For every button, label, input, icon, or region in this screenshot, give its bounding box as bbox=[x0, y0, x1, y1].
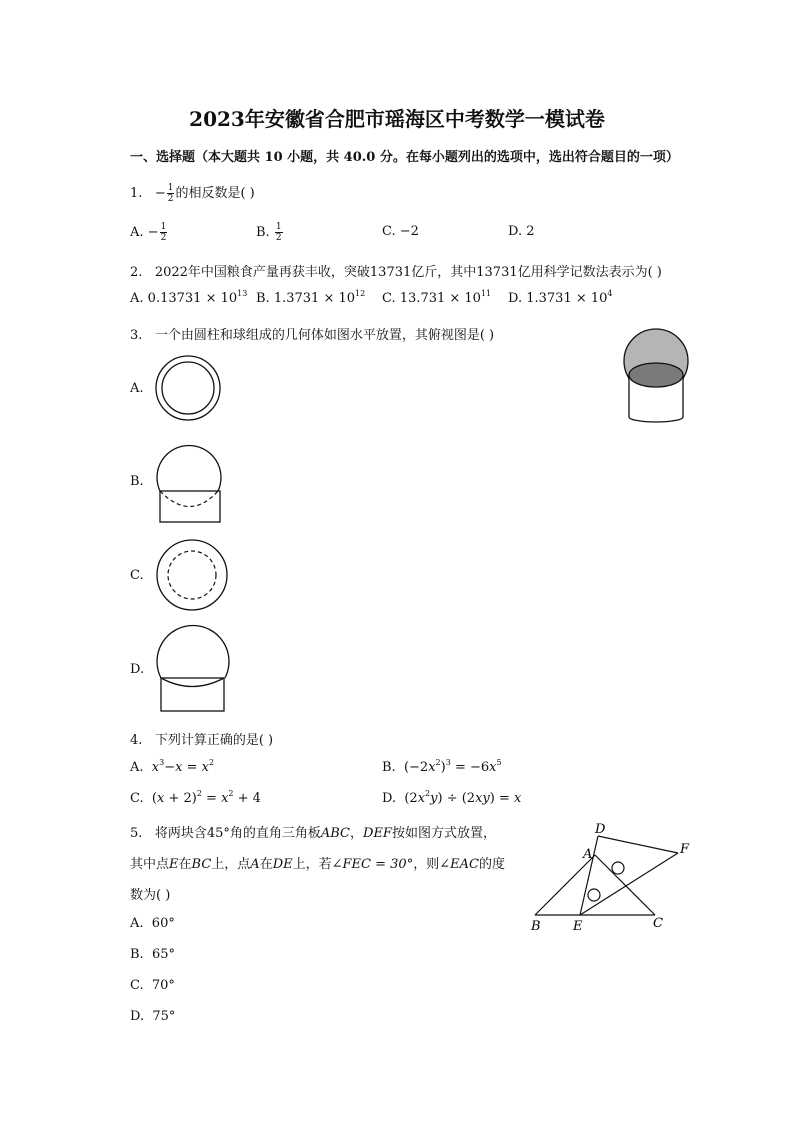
question-number: 5. bbox=[130, 826, 143, 841]
label-f: F bbox=[680, 842, 690, 857]
option-c-figure[interactable] bbox=[154, 538, 232, 614]
option-b[interactable]: B. $\frac{1}{2}$ bbox=[256, 222, 282, 243]
question-4 bbox=[130, 729, 273, 748]
section-header: 一、选择题（本大题共 10 小题，共 40.0 分。在每小题列出的选项中，选出符合题目的一项） bbox=[130, 150, 679, 165]
question-text: 下列计算正确的是( ) bbox=[154, 733, 274, 748]
option-b-label[interactable]: B. bbox=[130, 474, 144, 489]
question-number: 4. bbox=[130, 733, 143, 748]
option-b[interactable]: B. 65° bbox=[130, 947, 175, 962]
label-c: C bbox=[653, 916, 663, 931]
option-b[interactable]: B. $1.3731 \times 10^{12}$ bbox=[256, 289, 366, 306]
option-c[interactable]: C. 70° bbox=[130, 978, 175, 993]
fraction: $\frac{1}{2}$ bbox=[167, 183, 174, 204]
option-c[interactable]: C. −2 bbox=[382, 224, 419, 239]
page-title: 2023年安徽省合肥市瑶海区中考数学一模试卷 bbox=[189, 107, 605, 131]
label-b: B bbox=[531, 919, 541, 934]
option-b-figure[interactable] bbox=[154, 440, 224, 526]
option-a[interactable]: A. 60° bbox=[130, 916, 175, 931]
label-e: E bbox=[573, 919, 583, 934]
hole-2 bbox=[588, 889, 600, 901]
segment-df bbox=[598, 836, 678, 853]
option-a[interactable]: A. − $\frac{1}{2}$ bbox=[130, 222, 167, 243]
minus-sign: − bbox=[154, 186, 166, 201]
label-a: A bbox=[583, 847, 593, 862]
segment-ef bbox=[580, 853, 678, 915]
option-d[interactable]: D. 2 bbox=[508, 224, 535, 239]
segment-ac bbox=[595, 855, 655, 915]
question-number: 2. bbox=[130, 265, 143, 280]
question-5-line-3: 数为( ) bbox=[130, 888, 171, 903]
option-c[interactable]: C. $13.731 \times 10^{11}$ bbox=[382, 289, 492, 306]
segment-ab bbox=[535, 855, 595, 915]
question-text: 一个由圆柱和球组成的几何体如图水平放置，其俯视图是( ) bbox=[154, 328, 495, 343]
triangle-figure bbox=[525, 820, 700, 935]
option-a-figure[interactable] bbox=[154, 354, 222, 422]
option-d[interactable]: D. $1.3731 \times 10^4$ bbox=[508, 289, 613, 306]
solid-figure bbox=[620, 323, 692, 423]
question-number: 3. bbox=[130, 328, 143, 343]
option-a[interactable]: A. $0.13731 \times 10^{13}$ bbox=[130, 289, 248, 306]
option-c-label[interactable]: C. bbox=[130, 568, 144, 583]
option-c[interactable]: C. $(x + 2)^2 = x^2 + 4$ bbox=[130, 789, 261, 806]
option-d-figure[interactable] bbox=[154, 623, 232, 715]
question-number: 1. bbox=[130, 186, 143, 201]
question-text: 2022年中国粮食产量再获丰收，突破13731亿斤，其中13731亿用科学记数法表示为( ) bbox=[154, 265, 662, 280]
option-b[interactable]: B. $(-2x^2)^3 = -6x^5$ bbox=[382, 758, 502, 775]
hole-1 bbox=[612, 862, 624, 874]
question-2 bbox=[130, 261, 662, 280]
question-5-line-1: 5. 将两块含45°角的直角三角板ABC，DEF按如图方式放置， bbox=[130, 826, 496, 841]
question-1 bbox=[130, 182, 255, 204]
question-5-line-2: 其中点E在BC上，点A在DE上，若∠FEC = 30°，则∠EAC的度 bbox=[130, 857, 505, 872]
label-d: D bbox=[595, 822, 606, 837]
option-d[interactable]: D. 75° bbox=[130, 1009, 176, 1024]
question-3 bbox=[130, 324, 494, 343]
option-a-label[interactable]: A. bbox=[130, 381, 144, 396]
option-a[interactable]: A. $x^3-x = x^2$ bbox=[130, 758, 215, 775]
option-d[interactable]: D. $(2x^2y) \div (2xy) = x$ bbox=[382, 789, 522, 806]
question-text: 的相反数是( ) bbox=[175, 186, 255, 201]
option-d-label[interactable]: D. bbox=[130, 662, 145, 677]
